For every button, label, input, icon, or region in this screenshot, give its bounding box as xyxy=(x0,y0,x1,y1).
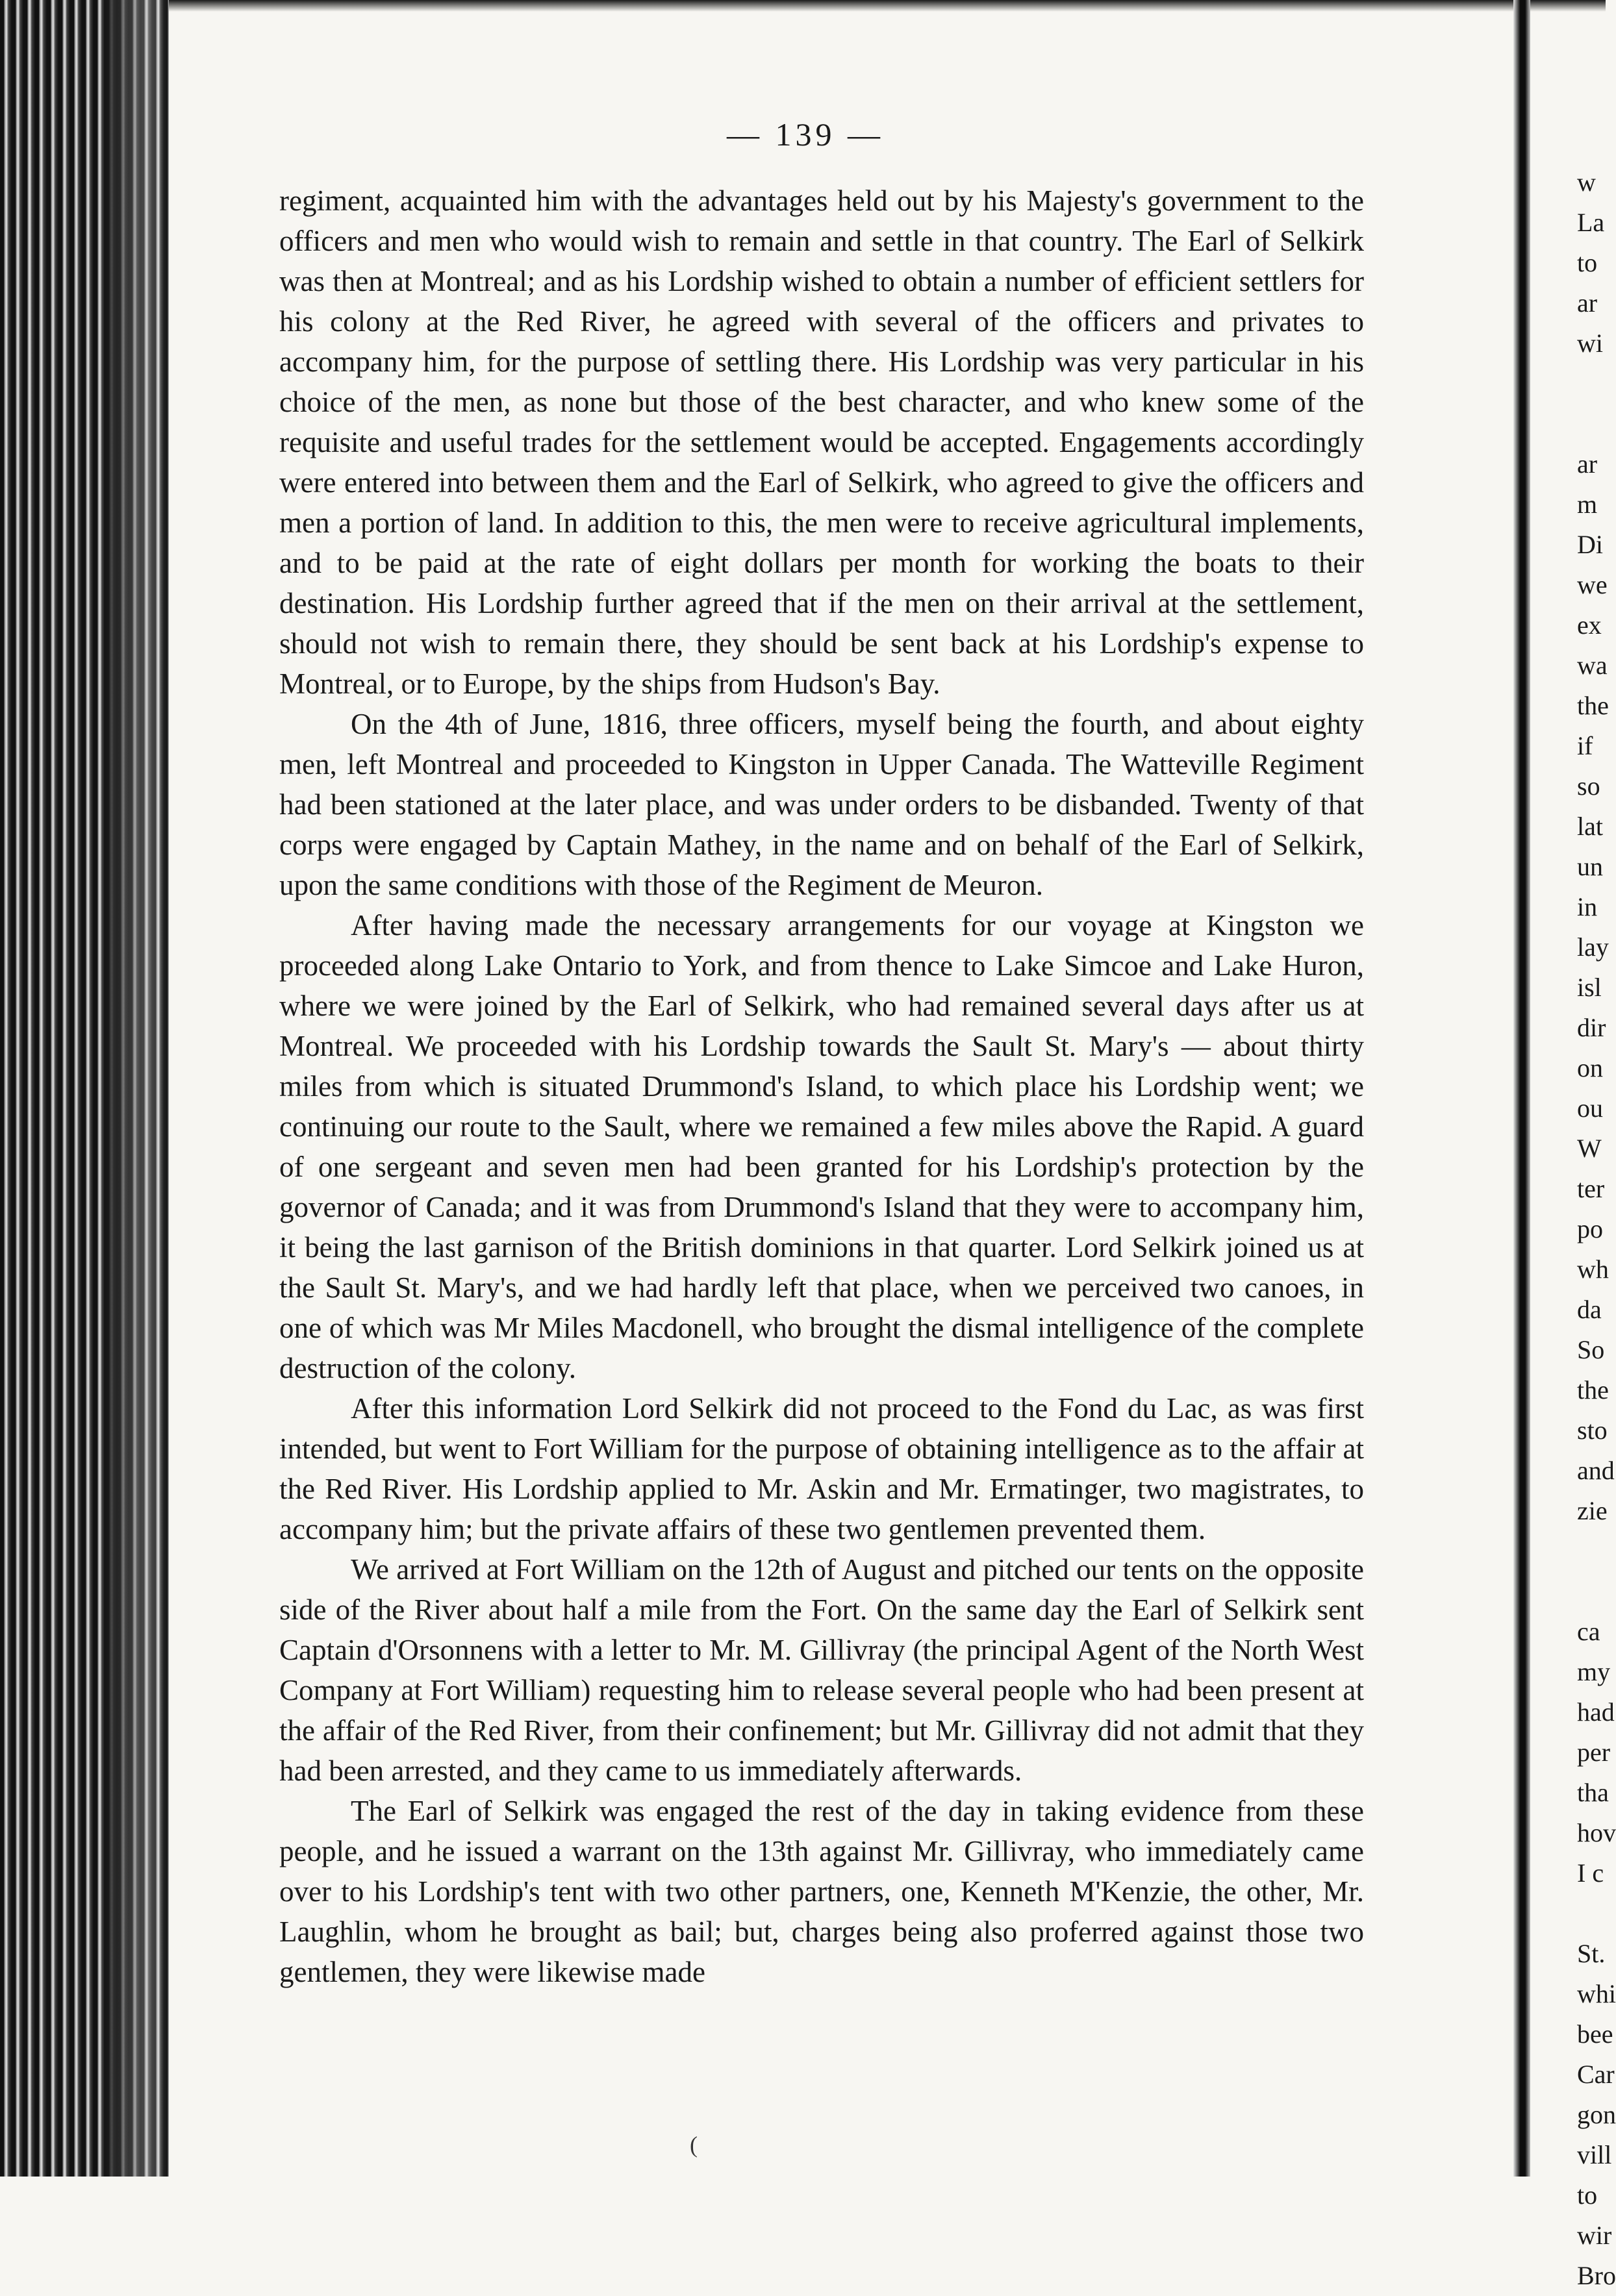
top-shadow xyxy=(0,0,1606,12)
facing-page-line: W xyxy=(1577,1134,1602,1163)
facing-page-line: m xyxy=(1577,490,1598,519)
facing-page-line: w xyxy=(1577,168,1596,197)
facing-page-line: Bro xyxy=(1577,2261,1616,2290)
facing-page-line: ar xyxy=(1577,449,1598,479)
facing-page-line: sto xyxy=(1577,1416,1608,1445)
facing-page-line: La xyxy=(1577,208,1605,237)
facing-page-line: St. xyxy=(1577,1939,1606,1968)
facing-page-line: So xyxy=(1577,1335,1605,1364)
facing-page-line: ar xyxy=(1577,288,1598,318)
facing-page-line: if xyxy=(1577,731,1593,760)
facing-page-line: we xyxy=(1577,570,1608,599)
paragraph: We arrived at Fort William on the 12th of August and pitched our tents on the opposite side of the River about half a mile from the Fort. On the same day the Earl of Selkirk sent Captain d'Orsonnens with a letter to Mr. M. Gillivray (the principal Agent of the North West Company at Fort William) requesting him to release several people who had been present at the affair of the Red River, from their confinement; but Mr. Gillivray did not admit that they had been arrested, and they came to us immediately afterwards. xyxy=(279,1553,1364,1787)
facing-page-line: lay xyxy=(1577,932,1609,962)
paragraph: After having made the necessary arrangements for our voyage at Kingston we proceeded along Lake Ontario to York, and from thence to Lake Simcoe and Lake Huron, where we were joined by the Earl of Selkirk, who had remained several days after us at Montreal. We proceeded with his Lordship towards the Sault St. Mary's — about thirty miles from which is situated Drummond's Island, to which place his Lordship went; we continuing our route to the Sault, where we remained a few miles above the Rapid. A guard of one sergeant and seven men had been granted for his Lordship's protection by the governor of Canada; and it was from Drummond's Island that they were to accompany him, it being the last garnison of the British dominions in that quarter. Lord Selkirk joined us at the Sault St. Mary's, and we had hardly left that place, when we perceived two canoes, in one of which was Mr Miles Macdonell, who brought the dismal intelligence of the complete destruction of the colony. xyxy=(279,909,1364,1384)
facing-page-line: in xyxy=(1577,892,1598,921)
facing-page-line: ou xyxy=(1577,1093,1603,1123)
facing-page-line: ex xyxy=(1577,610,1602,640)
facing-page-line: isl xyxy=(1577,973,1602,1002)
facing-page-line: I c xyxy=(1577,1858,1604,1888)
facing-page-line: wir xyxy=(1577,2221,1612,2250)
facing-page-line: wa xyxy=(1577,651,1608,680)
facing-page-line: lat xyxy=(1577,812,1603,841)
facing-page-line: po xyxy=(1577,1214,1603,1243)
facing-page-line xyxy=(1577,1893,1616,1934)
facing-page-line: to xyxy=(1577,2180,1598,2210)
facing-page-line: bee xyxy=(1577,2019,1613,2049)
facing-page-line: dir xyxy=(1577,1013,1606,1042)
facing-page-line: the xyxy=(1577,1375,1609,1404)
facing-page-line: wh xyxy=(1577,1254,1609,1284)
page-number: — 139 — xyxy=(727,116,884,153)
facing-page-line: un xyxy=(1577,852,1603,881)
facing-page-line: ca xyxy=(1577,1617,1600,1646)
facing-page-line: and xyxy=(1577,1456,1615,1485)
facing-page-line: so xyxy=(1577,771,1600,801)
facing-page-line: wi xyxy=(1577,329,1603,358)
facing-page-line: da xyxy=(1577,1295,1602,1324)
facing-page-line xyxy=(1577,404,1616,444)
facing-page-line: whi xyxy=(1577,1979,1616,2008)
facing-page-line: on xyxy=(1577,1053,1603,1082)
facing-page-line: gon xyxy=(1577,2100,1616,2129)
facing-page-line: Di xyxy=(1577,530,1603,559)
facing-page-line: had xyxy=(1577,1697,1615,1727)
facing-page-line: hov xyxy=(1577,1818,1616,1847)
page-edge-shadow xyxy=(104,0,169,2177)
facing-page-line xyxy=(1577,364,1616,404)
paragraph: regiment, acquainted him with the advantages held out by his Majesty's government to the officers and men who would wish to remain and settle in that country. The Earl of Selkirk was then at Montreal; and as his Lordship wished to obtain a number of efficient settlers for his colony at the Red River, he agreed with several of the officers and privates to accompany him, for the purpose of settling there. His Lordship was very particular in his choice of the men, as none but those of the best character, and who knew some of the requisite and useful trades for the settlement would be accepted. Engagements accordingly were entered into between them and the Earl of Selkirk, who agreed to give the officers and men a portion of land. In addition to this, the men were to receive agricultural implements, and to be paid at the rate of eight dollars per month for working the boats to their destination. His Lordship further agreed that if the men on their arrival at the settlement, should not wish to remain there, they should be sent back at his Lordship's expense to Montreal, or to Europe, by the ships from Hudson's Bay. xyxy=(279,184,1364,700)
facing-page-line: ter xyxy=(1577,1174,1605,1203)
bottom-mark: ( xyxy=(690,2132,698,2158)
facing-page-line: Car xyxy=(1577,2060,1615,2089)
facing-page-line xyxy=(1577,1571,1616,1612)
facing-page-line: tha xyxy=(1577,1778,1609,1807)
facing-page-line xyxy=(1577,1531,1616,1571)
paragraph: On the 4th of June, 1816, three officers, myself being the fourth, and about eighty men, left Montreal and proceeded to Kingston in Upper Canada. The Watteville Regiment had been stationed at the later place, and was under orders to be disbanded. Twenty of that corps were engaged by Captain Mathey, in the name and on behalf of the Earl of Selkirk, upon the same conditions with those of the Regiment de Meuron. xyxy=(279,708,1364,901)
facing-page-line: the xyxy=(1577,691,1609,720)
facing-page-line: zie xyxy=(1577,1496,1608,1525)
facing-page-line: per xyxy=(1577,1738,1611,1767)
facing-page-line: vill xyxy=(1577,2140,1612,2169)
book-gutter xyxy=(1513,0,1530,2177)
facing-page-line: my xyxy=(1577,1657,1611,1686)
paragraph: After this information Lord Selkirk did not proceed to the Fond du Lac, as was first intended, but went to Fort William for the purpose of obtaining intelligence as to the affair at the Red River. His Lordship applied to Mr. Askin and Mr. Ermatinger, two magistrates, to accompany him; but the private affairs of these two gentlemen prevented them. xyxy=(279,1392,1364,1545)
facing-page-fragments xyxy=(1577,162,1616,2296)
facing-page-line: to xyxy=(1577,248,1598,277)
page-body xyxy=(279,181,1364,1992)
paragraph: The Earl of Selkirk was engaged the rest of the day in taking evidence from these people, and he issued a warrant on the 13th against Mr. Gillivray, who immediately came over to his Lordship's tent with two other partners, one, Kenneth M'Kenzie, the other, Mr. Laughlin, whom he brought as bail; but, charges being also proferred against those two gentlemen, they were likewise made xyxy=(279,1795,1364,1988)
